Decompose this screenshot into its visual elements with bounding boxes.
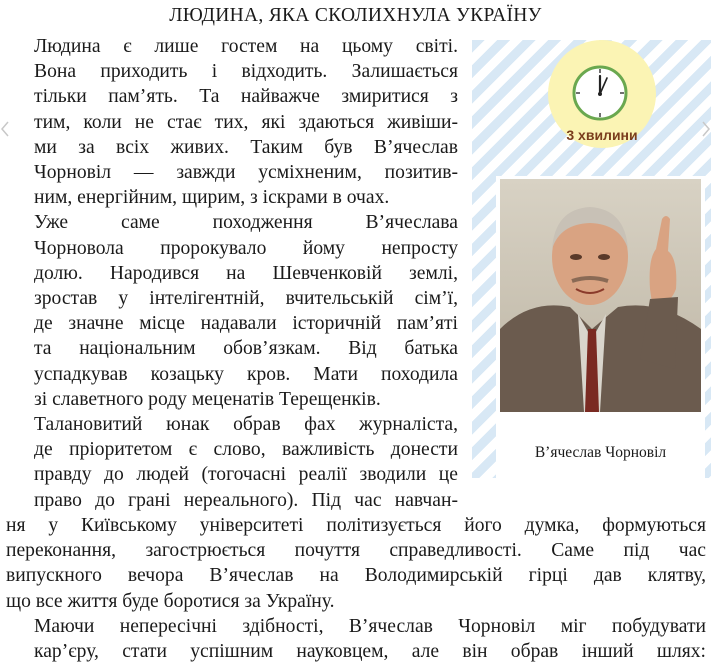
text-line: успадкував козацьку кров. Мати походила bbox=[34, 363, 458, 385]
text-line: Чорновіл — завжди усміхненим, позитив- bbox=[34, 162, 458, 184]
page-edge-mark bbox=[701, 120, 711, 138]
time-label: 3 хвилини bbox=[566, 127, 638, 143]
text-line: Маючи непересічні здібності, В’ячеслав Чорновіл міг побудувати bbox=[34, 615, 706, 637]
paragraph-3-continued bbox=[6, 513, 706, 614]
text-line: ня у Київському університеті політизується його думка, формуються bbox=[6, 515, 706, 536]
text-line: правду до людей (тогочасні реалії зводили це bbox=[34, 464, 458, 486]
text-line: тільки пам’ять. Та найважче змиритися з bbox=[34, 86, 458, 108]
text-line: переконання, загострюється почуття справедливості. Саме під час bbox=[6, 540, 706, 562]
text-line: що все життя буде боротися за Україну. bbox=[6, 590, 335, 612]
article-title: ЛЮДИНА, ЯКА СКОЛИХНУЛА УКРАЇНУ bbox=[169, 5, 542, 26]
paragraph-3 bbox=[6, 412, 458, 513]
text-line: Талановитий юнак обрав фах журналіста, bbox=[34, 414, 458, 436]
text-line: ним, енергійним, щирим, з іскрами в очах. bbox=[34, 187, 390, 209]
text-line: тим, коли не стає тих, які здаються живіши- bbox=[34, 111, 458, 133]
text-line: зі славетного роду меценатів Терещенків. bbox=[34, 388, 381, 410]
text-line: випускного вечора В’ячеслав на Володимирській гірці дав клятву, bbox=[6, 565, 706, 587]
text-line: Чорновола пророкувало йому непросту bbox=[34, 237, 458, 259]
text-line: Людина є лише гостем на цьому світі. bbox=[34, 36, 458, 57]
narrow-column bbox=[6, 34, 458, 513]
text-line: де значне місце надавали історичній пам’яті bbox=[34, 313, 458, 335]
text-line: ми за всіх живих. Таким був В’ячеслав bbox=[34, 136, 458, 158]
clock-icon bbox=[571, 64, 629, 122]
text-line: право до грані нереального). Під час навчан- bbox=[34, 489, 458, 511]
text-line: та національним обов’язкам. Від батька bbox=[34, 338, 458, 360]
text-line: долю. Народився на Шевченковій землі, bbox=[34, 262, 458, 284]
paragraph-1 bbox=[6, 34, 458, 210]
wide-column bbox=[6, 513, 706, 664]
text-line: де пріоритетом є слово, важливість донести bbox=[34, 439, 458, 461]
text-line: Уже саме походження В’ячеслава bbox=[34, 212, 458, 234]
paragraph-2 bbox=[6, 210, 458, 412]
text-line: зростав у інтелігентній, вчительській сім’ї, bbox=[34, 288, 458, 310]
text-line: Вона приходить і відходить. Залишається bbox=[34, 61, 458, 83]
portrait-photo bbox=[500, 179, 701, 412]
photo-caption: В’ячеслав Чорновіл bbox=[534, 444, 667, 461]
text-line: кар’єру, стати успішним науковцем, але він обрав інший шлях: bbox=[34, 641, 706, 663]
paragraph-4 bbox=[6, 614, 706, 664]
